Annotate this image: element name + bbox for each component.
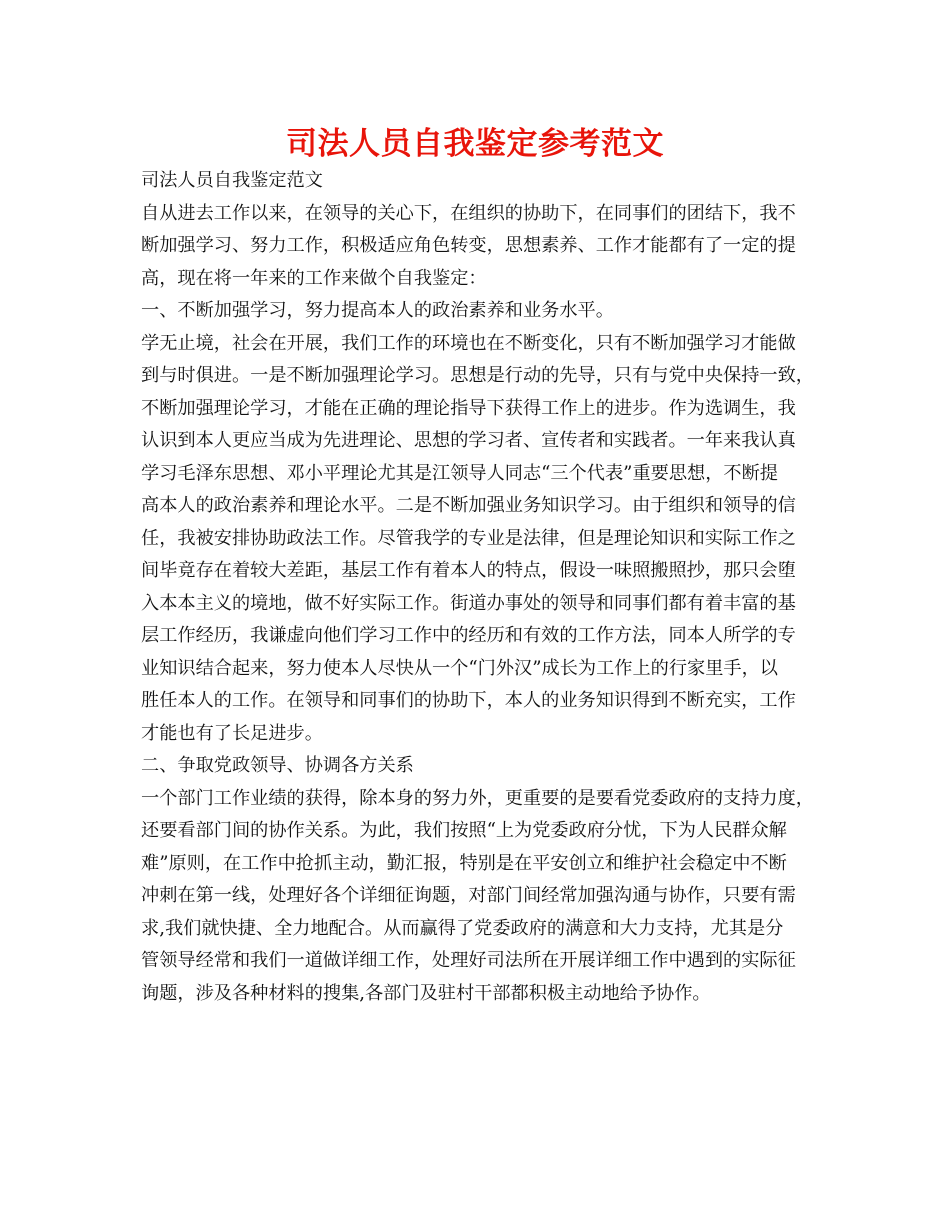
paragraph bbox=[141, 328, 813, 751]
text-line: 学习毛泽东思想、邓小平理论尤其是江领导人同志“三个代表”重要思想，不断提 bbox=[141, 462, 778, 484]
text-line: 自从进去工作以来，在领导的关心下，在组织的协助下，在同事们的团结下，我不 bbox=[141, 202, 796, 224]
text-line: 胜任本人的工作。在领导和同事们的协助下，本人的业务知识得到不断充实，工作 bbox=[141, 690, 796, 711]
text-line: 难”原则，在工作中抢抓主动，勤汇报，特别是在平安创立和维护社会稳定中不断 bbox=[141, 852, 787, 874]
document-title: 司法人员自我鉴定参考范文 bbox=[286, 126, 664, 162]
text-line: 管领导经常和我们一道做详细工作，处理好司法所在开展详细工作中遇到的实际征 bbox=[141, 950, 796, 971]
text-line: 求,我们就快捷、全力地配合。从而赢得了党委政府的满意和大力支持，尤其是分 bbox=[141, 917, 784, 939]
text-line: 断加强学习、努力工作，积极适应角色转变，思想素养、工作才能都有了一定的提 bbox=[141, 235, 796, 256]
text-line: 二、争取党政领导、协调各方关系 bbox=[141, 755, 414, 776]
text-line: 还要看部门间的协作关系。为此，我们按照“上为党委政府分忧，下为人民群众解 bbox=[141, 820, 787, 841]
text-line: 高本人的政治素养和理论水平。二是不断加强业务知识学习。由于组织和领导的信 bbox=[141, 495, 796, 516]
text-line: 高，现在将一年来的工作来做个自我鉴定： bbox=[141, 267, 487, 289]
text-line: 不断加强理论学习，才能在正确的理论指导下获得工作上的进步。作为选调生，我 bbox=[141, 397, 796, 419]
text-line: 到与时俱进。一是不断加强理论学习。思想是行动的先导，只有与党中央保持一致， bbox=[141, 365, 814, 386]
document-subtitle: 司法人员自我鉴定范文 bbox=[141, 170, 323, 191]
text-line: 认识到本人更应当成为先进理论、思想的学习者、宣传者和实践者。一年来我认真 bbox=[141, 430, 796, 451]
text-line: 学无止境，社会在开展，我们工作的环境也在不断变化，只有不断加强学习才能做 bbox=[141, 332, 796, 354]
text-line: 冲刺在第一线，处理好各个详细征询题，对部门间经常加强沟通与协作，只要有需 bbox=[141, 885, 796, 906]
paragraph bbox=[141, 198, 813, 296]
text-line: 一个部门工作业绩的获得，除本身的努力外，更重要的是要看党委政府的支持力度， bbox=[141, 787, 814, 809]
paragraph-list bbox=[141, 198, 813, 1011]
text-line: 询题，涉及各种材料的搜集,各部门及驻村干部都积极主动地给予协作。 bbox=[141, 982, 711, 1004]
text-line: 间毕竟存在着较大差距，基层工作有着本人的特点，假设一味照搬照抄，那只会堕 bbox=[141, 560, 796, 581]
text-line: 入本本主义的境地，做不好实际工作。街道办事处的领导和同事们都有着丰富的基 bbox=[141, 592, 796, 614]
text-line: 层工作经历，我谦虚向他们学习工作中的经历和有效的工作方法，同本人所学的专 bbox=[141, 625, 796, 646]
text-line: 才能也有了长足进步。 bbox=[141, 722, 323, 744]
text-line: 一、不断加强学习，努力提高本人的政治素养和业务水平。 bbox=[141, 300, 614, 321]
text-line: 任，我被安排协助政法工作。尽管我学的专业是法律，但是理论知识和实际工作之 bbox=[141, 527, 796, 549]
document-body bbox=[141, 165, 813, 1010]
paragraph bbox=[141, 295, 813, 328]
paragraph bbox=[141, 783, 813, 1011]
paragraph bbox=[141, 750, 813, 783]
text-line: 业知识结合起来，努力使本人尽快从一个“门外汉”成长为工作上的行家里手，以 bbox=[141, 657, 778, 679]
